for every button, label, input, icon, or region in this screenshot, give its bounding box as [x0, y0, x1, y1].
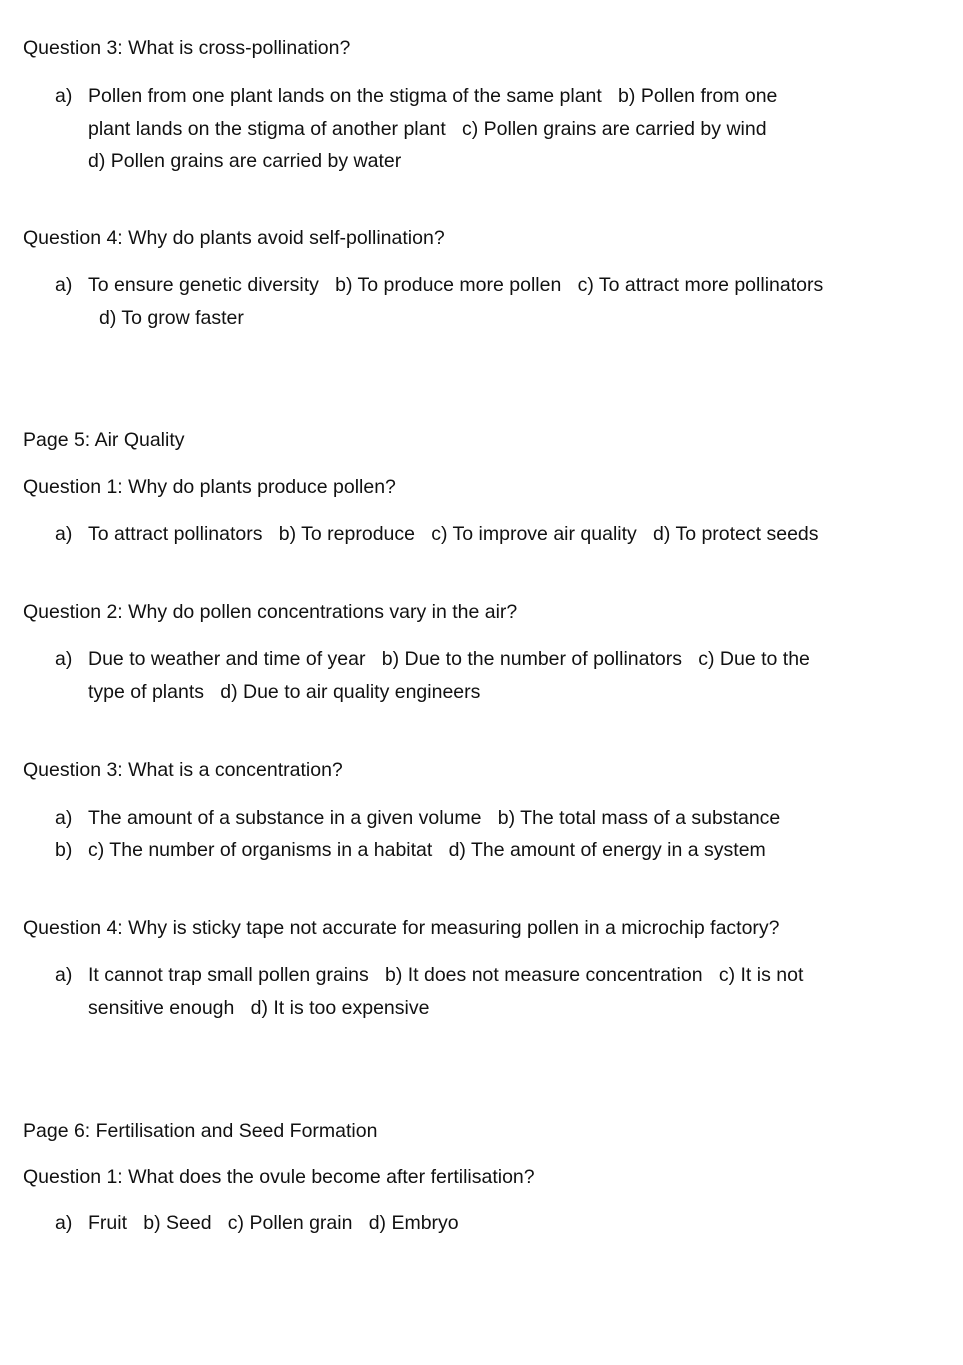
page-heading: Page 6: Fertilisation and Seed Formation [23, 1120, 378, 1142]
answer-options-line: c) The number of organisms in a habitat d) The amount of energy in a system [88, 839, 766, 861]
question-heading: Question 4: Why do plants avoid self-pollination? [23, 227, 445, 249]
answer-options-line: d) To grow faster [99, 307, 244, 329]
option-marker: a) [55, 964, 73, 986]
answer-options-line: To attract pollinators b) To reproduce c) To improve air quality d) To protect seeds [88, 523, 819, 545]
option-marker: a) [55, 85, 73, 107]
answer-options-line: Pollen from one plant lands on the stigma of the same plant b) Pollen from one [88, 85, 778, 107]
answer-options-line: d) Pollen grains are carried by water [88, 150, 402, 172]
page-heading: Page 5: Air Quality [23, 429, 185, 451]
option-marker: a) [55, 274, 73, 296]
answer-options-line: To ensure genetic diversity b) To produce more pollen c) To attract more pollinators [88, 274, 824, 296]
option-marker: a) [55, 523, 73, 545]
option-marker: b) [55, 839, 73, 861]
option-marker: a) [55, 648, 73, 670]
answer-options-line: The amount of a substance in a given volume b) The total mass of a substance [88, 807, 781, 829]
answer-options-line: type of plants d) Due to air quality engineers [88, 681, 481, 703]
question-heading: Question 3: What is a concentration? [23, 759, 343, 781]
question-heading: Question 1: What does the ovule become after fertilisation? [23, 1166, 535, 1188]
answer-options-line: plant lands on the stigma of another plant c) Pollen grains are carried by wind [88, 118, 767, 140]
answer-options-line: Due to weather and time of year b) Due to the number of pollinators c) Due to the [88, 648, 810, 670]
answer-options-line: Fruit b) Seed c) Pollen grain d) Embryo [88, 1212, 459, 1234]
answer-options-line: sensitive enough d) It is too expensive [88, 997, 430, 1019]
question-heading: Question 2: Why do pollen concentrations vary in the air? [23, 601, 518, 623]
question-heading: Question 1: Why do plants produce pollen? [23, 476, 396, 498]
option-marker: a) [55, 1212, 73, 1234]
question-heading: Question 4: Why is sticky tape not accurate for measuring pollen in a microchip factory? [23, 917, 780, 939]
question-heading: Question 3: What is cross-pollination? [23, 37, 351, 59]
option-marker: a) [55, 807, 73, 829]
answer-options-line: It cannot trap small pollen grains b) It does not measure concentration c) It is not [88, 964, 804, 986]
